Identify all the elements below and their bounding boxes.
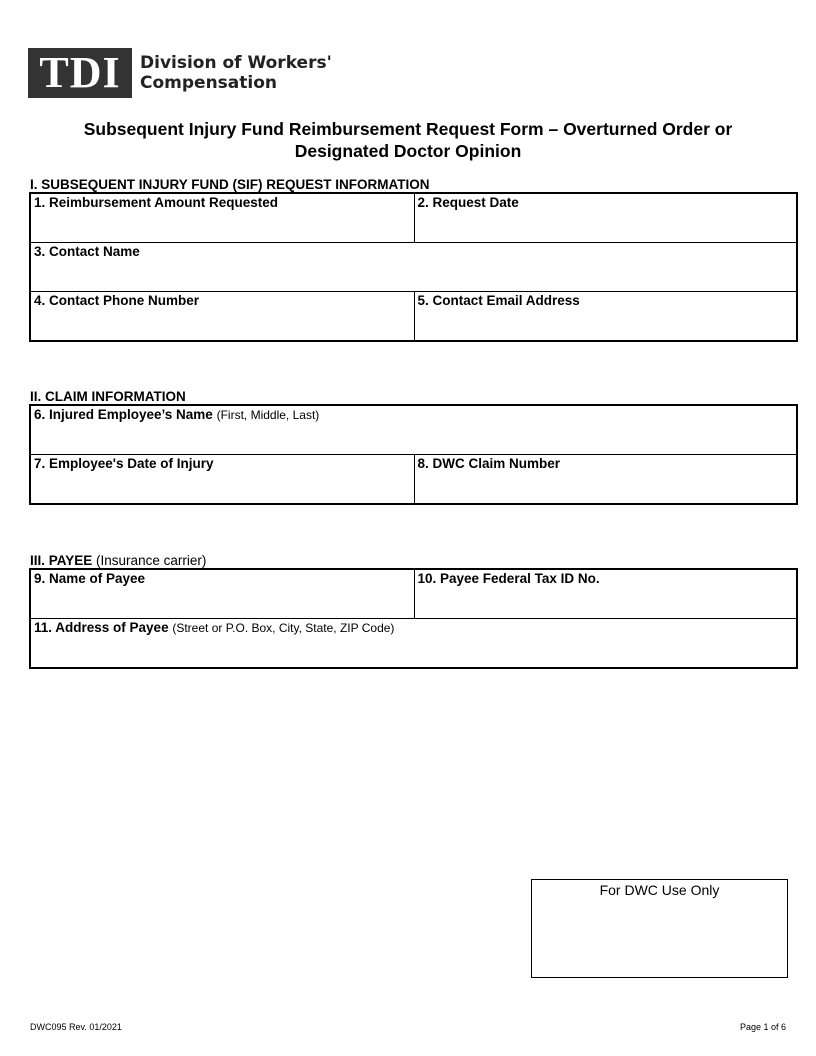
tdi-logo-mark: TDI	[28, 48, 132, 98]
field-contact-phone[interactable]: 4. Contact Phone Number	[30, 292, 414, 342]
field-payee-name[interactable]: 9. Name of Payee	[30, 569, 414, 619]
form-title-line1: Subsequent Injury Fund Reimbursement Request Form – Overturned Order or	[83, 119, 733, 139]
section-2-table	[29, 404, 798, 505]
form-revision: DWC095 Rev. 01/2021	[30, 1022, 122, 1032]
form-title-line2: Designated Doctor Opinion	[294, 141, 522, 161]
field-dwc-claim-number[interactable]: 8. DWC Claim Number	[414, 455, 797, 505]
field-reimbursement-amount[interactable]: 1. Reimbursement Amount Requested	[30, 193, 414, 243]
tdi-logo	[28, 48, 332, 98]
page-number: Page 1 of 6	[739, 1022, 786, 1032]
field-contact-name[interactable]: 3. Contact Name	[30, 243, 797, 292]
field-date-of-injury[interactable]: 7. Employee's Date of Injury	[30, 455, 414, 505]
field-request-date[interactable]: 2. Request Date	[414, 193, 797, 243]
field-payee-address[interactable]: 11. Address of Payee (Street or P.O. Box, City, State, ZIP Code)	[30, 619, 797, 669]
division-name	[140, 53, 332, 93]
division-name-line1: Division of Workers'	[140, 53, 332, 73]
division-name-line2: Compensation	[140, 73, 277, 93]
field-employee-name[interactable]: 6. Injured Employee’s Name (First, Middle, Last)	[30, 405, 797, 455]
dwc-use-only-box	[531, 879, 788, 978]
form-title	[0, 118, 816, 162]
section-2-heading: II. CLAIM INFORMATION	[30, 389, 186, 404]
dwc-use-only-label: For DWC Use Only	[599, 882, 720, 898]
section-1-table	[29, 192, 798, 342]
field-payee-tax-id[interactable]: 10. Payee Federal Tax ID No.	[414, 569, 797, 619]
field-contact-email[interactable]: 5. Contact Email Address	[414, 292, 797, 342]
section-1-heading: I. SUBSEQUENT INJURY FUND (SIF) REQUEST INFORMATION	[30, 177, 430, 192]
section-3-table	[29, 568, 798, 669]
section-3-heading: III. PAYEE (Insurance carrier)	[30, 553, 207, 568]
